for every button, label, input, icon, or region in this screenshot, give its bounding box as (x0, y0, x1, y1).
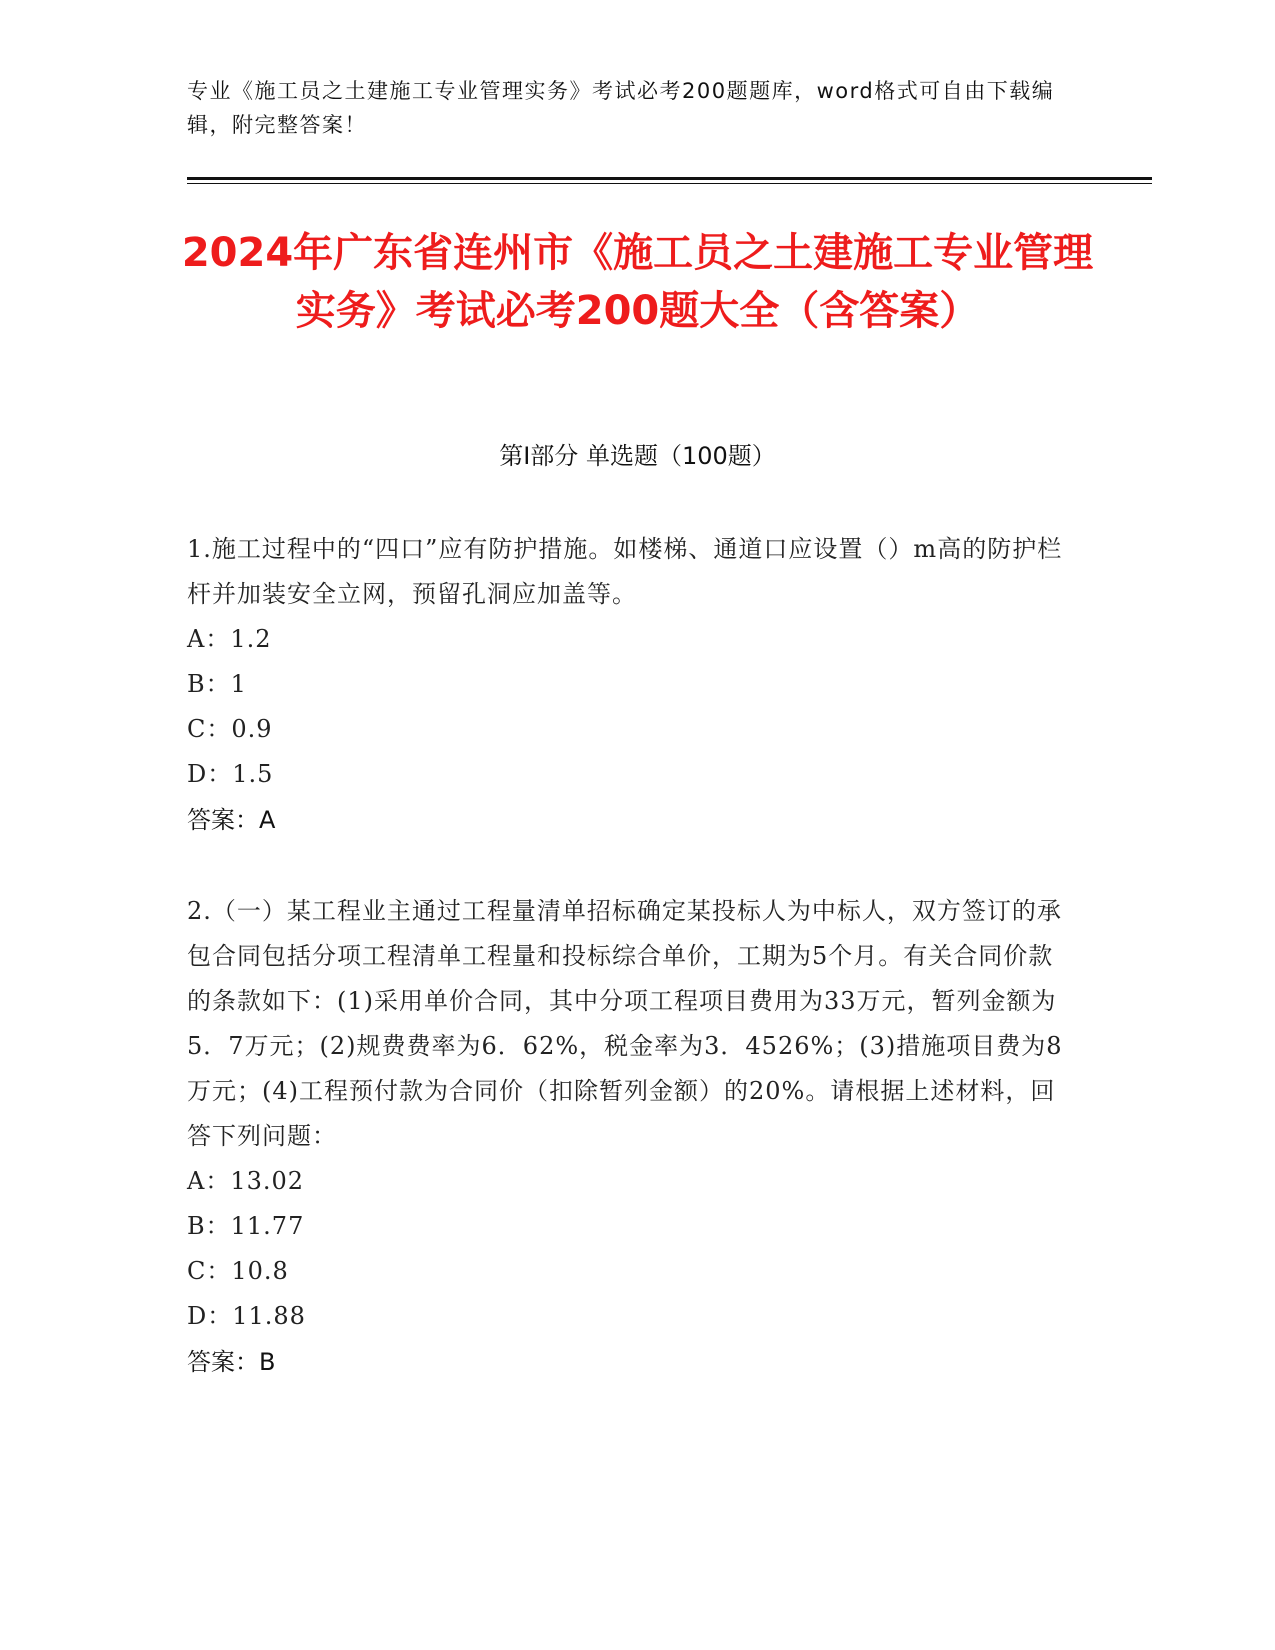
option-b: B：1 (187, 670, 247, 698)
option-a: A：13.02 (187, 1167, 305, 1195)
answer-line: 答案：A (187, 806, 276, 834)
section-title: 第I部分 单选题（100题） (499, 442, 776, 470)
header-note: 专业《施工员之土建施工专业管理实务》考试必考200题题库，word格式可自由下载编辑，附完整答案！ (187, 79, 1055, 137)
option-a: A：1.2 (187, 625, 272, 653)
question-item (187, 527, 1067, 843)
option-b: B：11.77 (187, 1212, 305, 1240)
question-stem: 2.（一）某工程业主通过工程量清单招标确定某投标人为中标人，双方签订的承包合同包括分项工程清单工程量和投标综合单价，工期为5个月。有关合同价款的条款如下：(1)采用单价合同，其中分项工程项目费用为33万元，暂列金额为5．7万元；(2)规费费率为6．62%，税金率为3．4526%；(3)措施项目费为8万元；(4)工程预付款为合同价（扣除暂列金额）的20%。请根据上述材料，回答下列问题： (187, 897, 1063, 1150)
option-c: C：10.8 (187, 1257, 289, 1285)
header-divider-thick (187, 177, 1152, 180)
question-stem: 1.施工过程中的“四口”应有防护措施。如楼梯、通道口应设置（）m高的防护栏杆并加装安全立网，预留孔洞应加盖等。 (187, 535, 1063, 608)
option-c: C：0.9 (187, 715, 273, 743)
answer-line: 答案：B (187, 1348, 276, 1376)
document-title: 2024年广东省连州市《施工员之土建施工专业管理实务》考试必考200题大全（含答案） (181, 230, 1094, 334)
header-divider-thin (187, 183, 1152, 184)
option-d: D：1.5 (187, 760, 274, 788)
question-item (187, 889, 1067, 1385)
option-d: D：11.88 (187, 1302, 306, 1330)
